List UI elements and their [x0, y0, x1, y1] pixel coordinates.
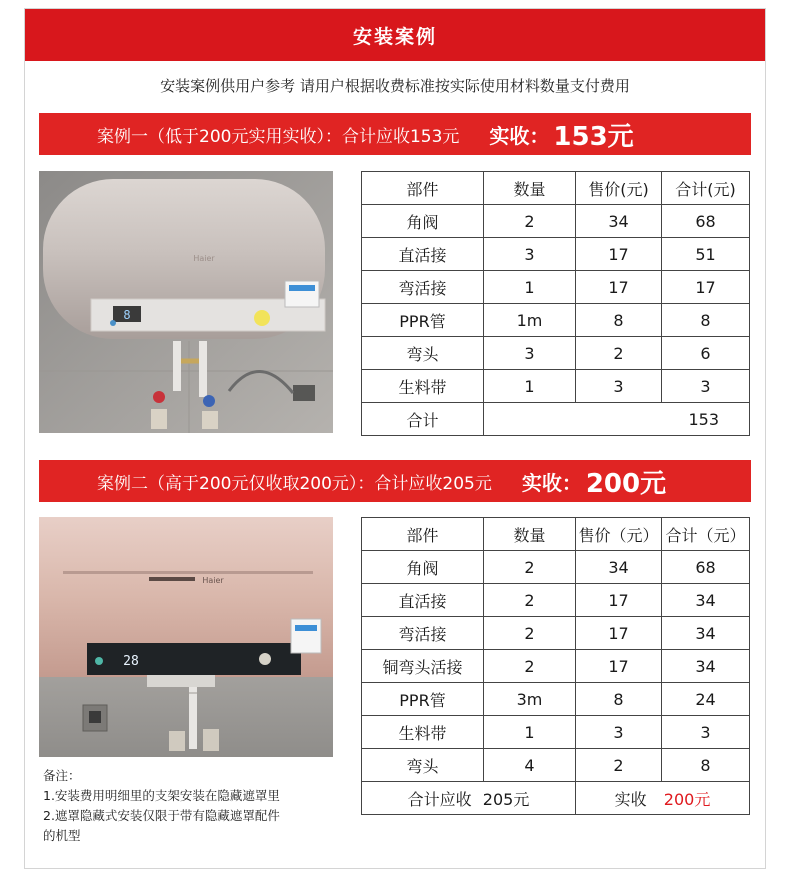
case1-parts-table — [361, 171, 750, 436]
table-row — [362, 650, 750, 683]
sum-label: 合计应收 — [407, 789, 472, 809]
header-part: 部件 — [362, 518, 484, 551]
table-row — [362, 337, 750, 370]
case2-parts-table — [361, 517, 750, 815]
notes-line-1: 1.安装费用明细里的支架安装在隐藏遮罩里 — [43, 788, 280, 803]
cell-qty: 4 — [484, 749, 576, 782]
cell-qty: 1m — [484, 304, 576, 337]
cell-price: 3 — [576, 716, 662, 749]
table-row — [362, 683, 750, 716]
cell-price: 8 — [576, 304, 662, 337]
cell-qty: 3 — [484, 337, 576, 370]
paid-cell — [576, 782, 750, 815]
header-total: 合计(元) — [662, 172, 750, 205]
case2-banner — [39, 460, 751, 502]
cell-qty: 2 — [484, 584, 576, 617]
table-row — [362, 271, 750, 304]
sum-value: 205元 — [482, 789, 530, 809]
sum-value: 153 — [484, 403, 750, 436]
cell-total: 8 — [662, 749, 750, 782]
table-row — [362, 716, 750, 749]
header-price: 售价（元） — [576, 518, 662, 551]
cell-part: PPR管 — [362, 683, 484, 716]
notes-line-3: 的机型 — [43, 828, 81, 843]
cell-price: 17 — [576, 617, 662, 650]
cell-total: 6 — [662, 337, 750, 370]
paid-cell-value: 200元 — [663, 789, 711, 809]
cell-qty: 3m — [484, 683, 576, 716]
cell-part: 弯头 — [362, 337, 484, 370]
cell-price: 3 — [576, 370, 662, 403]
case2-paid-label: 实收： — [521, 470, 582, 495]
table-row — [362, 238, 750, 271]
table-row — [362, 617, 750, 650]
cell-qty: 3 — [484, 238, 576, 271]
cell-part: 弯头 — [362, 749, 484, 782]
cell-price: 34 — [576, 205, 662, 238]
notes-block — [43, 766, 343, 846]
table-sum-row — [362, 403, 750, 436]
cell-total: 3 — [662, 716, 750, 749]
cell-part: 生料带 — [362, 370, 484, 403]
cell-price: 2 — [576, 749, 662, 782]
cell-total: 17 — [662, 271, 750, 304]
cell-part: 角阀 — [362, 551, 484, 584]
case1-brand-logo: Haier — [193, 254, 215, 263]
cell-total: 3 — [662, 370, 750, 403]
case1-paid-label: 实收： — [489, 123, 550, 148]
cell-part: PPR管 — [362, 304, 484, 337]
cell-price: 17 — [576, 271, 662, 304]
cell-part: 角阀 — [362, 205, 484, 238]
cell-part: 铜弯头活接 — [362, 650, 484, 683]
section-subtitle: 安装案例供用户参考 请用户根据收费标准按实际使用材料数量支付费用 — [160, 77, 630, 95]
table-row — [362, 749, 750, 782]
cell-total: 68 — [662, 205, 750, 238]
case1-paid-value: 153元 — [553, 121, 634, 152]
cell-part: 弯活接 — [362, 617, 484, 650]
cell-qty: 1 — [484, 370, 576, 403]
case2-water-heater-photo — [39, 517, 333, 757]
case2-display-readout: 28 — [123, 654, 139, 669]
case1-water-heater-photo — [39, 171, 333, 433]
cell-total: 24 — [662, 683, 750, 716]
case1-banner — [39, 113, 751, 155]
cell-total: 34 — [662, 617, 750, 650]
header-qty: 数量 — [484, 172, 576, 205]
cell-qty: 2 — [484, 551, 576, 584]
case2-banner-text: 案例二（高于200元仅收取200元）：合计应收205元 — [97, 473, 492, 494]
cell-part: 直活接 — [362, 584, 484, 617]
cell-total: 34 — [662, 650, 750, 683]
table-header-row — [362, 172, 750, 205]
paid-cell-label: 实收 — [614, 789, 647, 809]
section-title: 安装案例 — [25, 9, 765, 61]
cell-total: 8 — [662, 304, 750, 337]
cell-price: 34 — [576, 551, 662, 584]
table-row — [362, 370, 750, 403]
cell-qty: 1 — [484, 271, 576, 304]
cell-part: 弯活接 — [362, 271, 484, 304]
case1-banner-text: 案例一（低于200元实用实收）：合计应收153元 — [97, 126, 460, 147]
header-part: 部件 — [362, 172, 484, 205]
header-price: 售价(元) — [576, 172, 662, 205]
case1-display-readout: 8 — [123, 308, 131, 322]
cell-qty: 2 — [484, 650, 576, 683]
case2-brand-logo: Haier — [202, 576, 224, 585]
cell-price: 8 — [576, 683, 662, 716]
sum-cell — [362, 782, 576, 815]
cell-price: 17 — [576, 584, 662, 617]
cell-part: 生料带 — [362, 716, 484, 749]
cell-price: 17 — [576, 650, 662, 683]
header-total: 合计（元） — [662, 518, 750, 551]
cell-price: 2 — [576, 337, 662, 370]
cell-total: 68 — [662, 551, 750, 584]
cell-total: 51 — [662, 238, 750, 271]
cell-total: 34 — [662, 584, 750, 617]
table-row — [362, 584, 750, 617]
case2-paid-value: 200元 — [585, 468, 667, 499]
sum-label: 合计 — [362, 403, 484, 436]
notes-heading: 备注： — [43, 768, 81, 783]
table-row — [362, 304, 750, 337]
table-row — [362, 205, 750, 238]
cell-price: 17 — [576, 238, 662, 271]
cell-qty: 1 — [484, 716, 576, 749]
install-cases-panel — [24, 8, 766, 869]
cell-qty: 2 — [484, 617, 576, 650]
table-sum-row — [362, 782, 750, 815]
table-header-row — [362, 518, 750, 551]
header-qty: 数量 — [484, 518, 576, 551]
cell-qty: 2 — [484, 205, 576, 238]
cell-part: 直活接 — [362, 238, 484, 271]
notes-line-2: 2.遮罩隐藏式安装仅限于带有隐藏遮罩配件 — [43, 808, 280, 823]
table-row — [362, 551, 750, 584]
